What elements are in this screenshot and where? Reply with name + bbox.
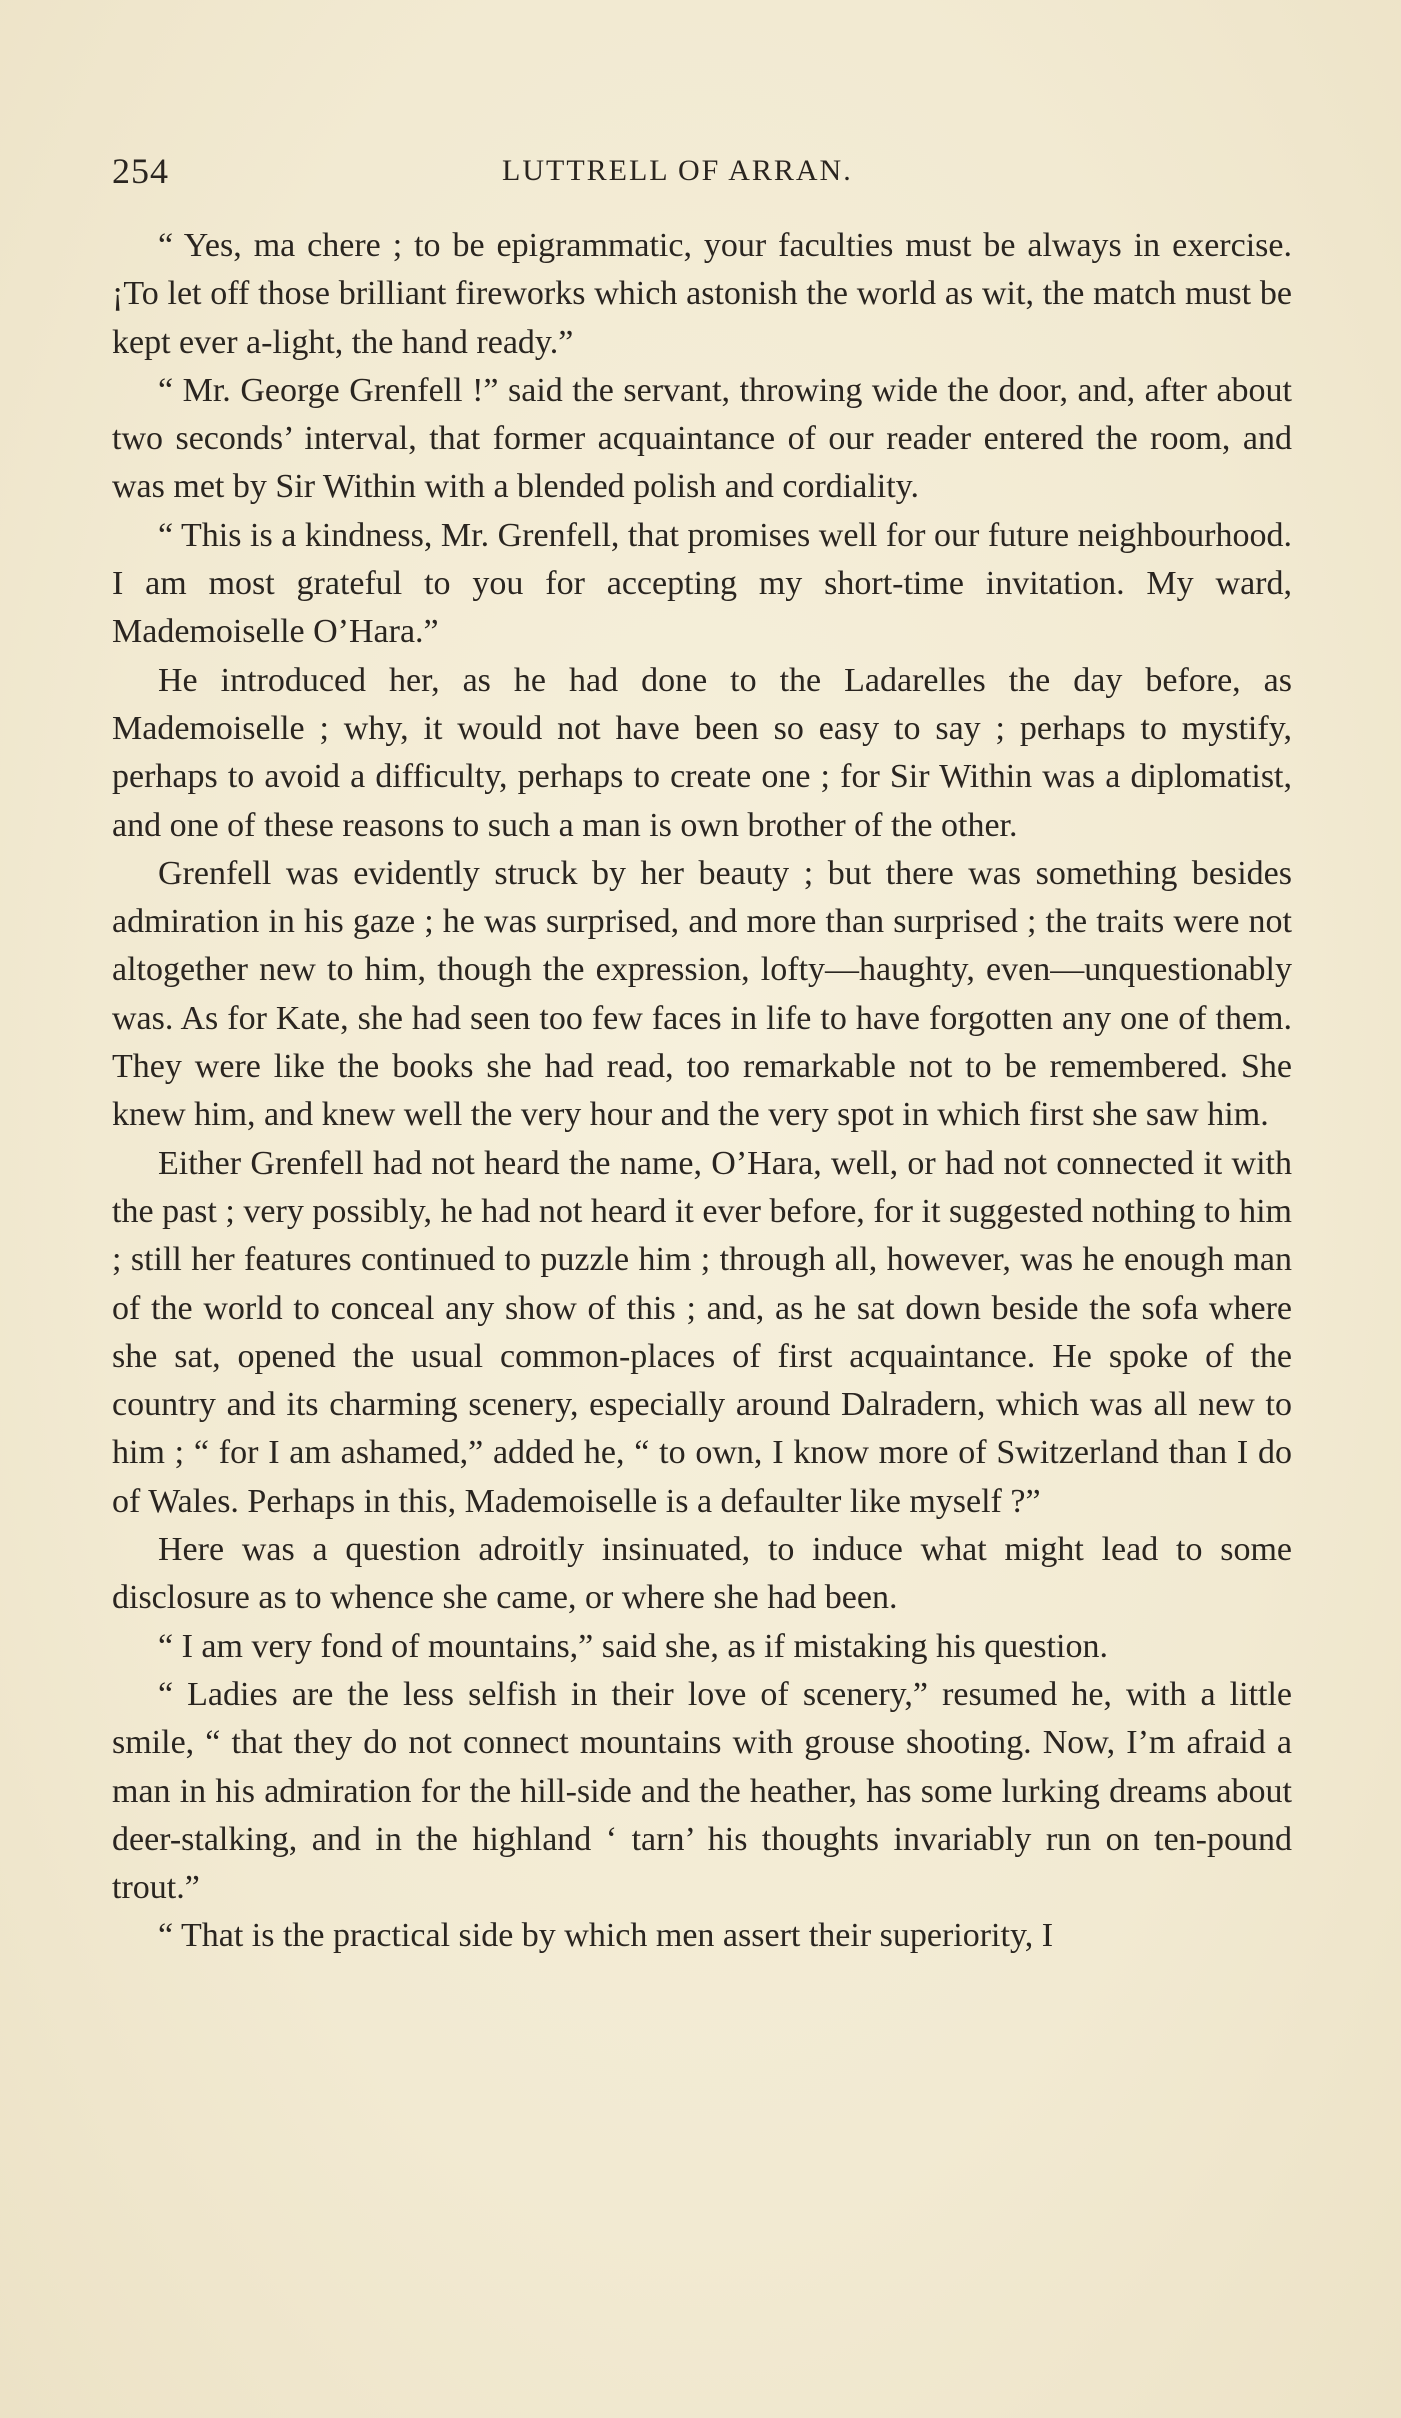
body-text (112, 222, 1292, 1961)
paragraph: “ Yes, ma chere ; to be epigrammatic, your faculties must be always in exercise. ¡To let off those brilliant fireworks which astonish the world as wit, the match must be kept ever a-light, the hand ready.” (112, 227, 1292, 361)
paragraph: Either Grenfell had not heard the name, O’Hara, well, or had not connected it with the past ; very possibly, he had not heard it ever before, for it suggested nothing to him ; still her features continued to puzzle him ; through all, however, was he enough man of the world to conceal any show of this ; and, as he sat down beside the sofa where she sat, opened the usual common-places of first acquaintance. He spoke of the country and its charming scenery, especially around Dalradern, which was all new to him ; “ for I am ashamed,” added he, “ to own, I know more of Switzerland than I do of Wales. Perhaps in this, Mademoiselle is a defaulter like myself ?” (112, 1144, 1292, 1520)
paragraph: Here was a question adroitly insinuated, to induce what might lead to some disclosure as to whence she came, or where she had been. (112, 1531, 1292, 1617)
page-number: 254 (112, 151, 169, 191)
paragraph: “ That is the practical side by which men assert their superiority, I (158, 1917, 1054, 1955)
paragraph: “ I am very fond of mountains,” said she, as if mistaking his question. (158, 1627, 1108, 1665)
paragraph: “ Mr. George Grenfell !” said the servant, throwing wide the door, and, after about two seconds’ interval, that former acquaintance of our reader entered the room, and was met by Sir Within with a blended polish and cordiality. (112, 371, 1292, 506)
paragraph: “ Ladies are the less selfish in their love of scenery,” resumed he, with a little smile, “ that they do not connect mountains with grouse shooting. Now, I’m afraid a man in his admiration for the hill-side and the heather, has some lurking dreams about deer-stalking, and in the highland ‘ tarn’ his thoughts invariably run on ten-pound trout.” (112, 1675, 1292, 1907)
paragraph: He introduced her, as he had done to the Ladarelles the day before, as Mademoiselle ; why, it would not have been so easy to say ; perhaps to mystify, perhaps to avoid a difficulty, perhaps to create one ; for Sir Within was a diplomatist, and one of these reasons to such a man is own brother of the other. (112, 661, 1292, 844)
paragraph: Grenfell was evidently struck by her beauty ; but there was something besides admiration in his gaze ; he was surprised, and more than surprised ; the traits were not altogether new to him, though the expression, lofty—haughty, even—unquestionably was. As for Kate, she had seen too few faces in life to have forgotten any one of them. They were like the books she had read, too remarkable not to be remembered. She knew him, and knew well the very hour and the very spot in which first she saw him. (112, 854, 1292, 1134)
paragraph: “ This is a kindness, Mr. Grenfell, that promises well for our future neighbourhood. I am most grateful to you for accepting my short-time invitation. My ward, Mademoiselle O’Hara.” (112, 516, 1292, 651)
page-header (112, 150, 1292, 200)
running-title: LUTTRELL OF ARRAN. (502, 154, 853, 187)
